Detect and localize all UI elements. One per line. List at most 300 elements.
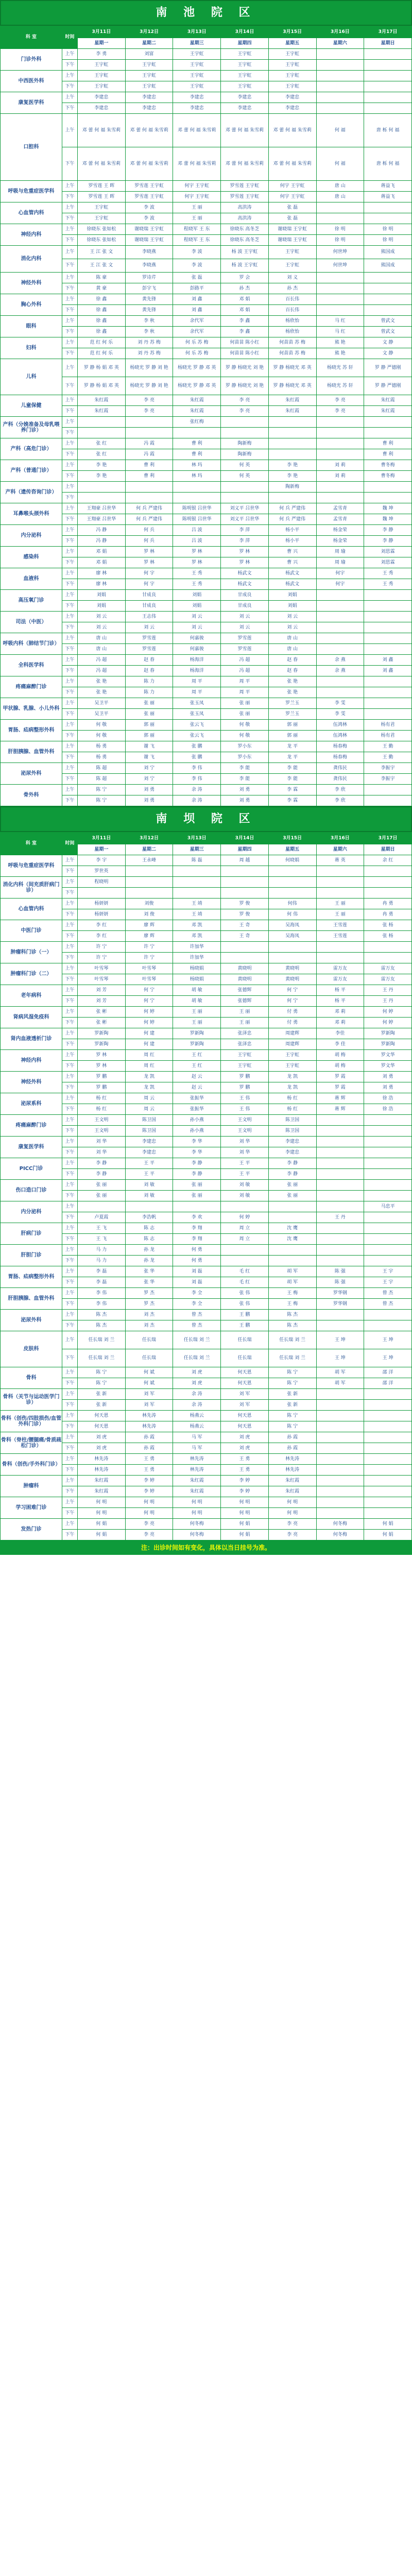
- table-row: [1, 1277, 412, 1288]
- doctor-cell: [364, 795, 412, 806]
- table-row: [1, 235, 412, 246]
- doctor-cell: [364, 71, 412, 81]
- doctor-cell: 冯 超: [221, 655, 269, 666]
- time-slot: 上午: [62, 1432, 78, 1443]
- doctor-cell: 罗 静 杨晓光 邓 英: [268, 359, 316, 377]
- doctor-cell: 张泽忠: [221, 1028, 269, 1039]
- doctor-cell: 李 亮: [221, 395, 269, 406]
- doctor-cell: 何 敬: [78, 731, 126, 741]
- doctor-cell: [316, 438, 364, 449]
- time-slot: 下午: [62, 774, 78, 785]
- doctor-cell: 刘 宁: [125, 774, 173, 785]
- doctor-cell: 杨小平: [268, 536, 316, 547]
- doctor-cell: 孟雪青: [316, 503, 364, 514]
- time-slot: 上午: [62, 1115, 78, 1126]
- department-name: 康复医学科: [1, 1137, 62, 1158]
- table-row: [1, 763, 412, 774]
- doctor-cell: [268, 428, 316, 438]
- table-row: [1, 1443, 412, 1454]
- doctor-cell: 何苗苗 苏 梅: [268, 348, 316, 359]
- table-row: [1, 698, 412, 709]
- doctor-cell: 杨妍妍: [78, 899, 126, 909]
- table-row: [1, 1299, 412, 1310]
- table-row: [1, 1367, 412, 1378]
- doctor-cell: 何天恩: [221, 1378, 269, 1389]
- doctor-cell: 何 建: [125, 1039, 173, 1050]
- doctor-cell: 罗新陶: [78, 1028, 126, 1039]
- doctor-cell: 吕 波: [173, 525, 221, 536]
- doctor-cell: 李建忠: [125, 92, 173, 103]
- department-name: 高压氧门诊: [1, 590, 62, 612]
- time-slot: 下午: [62, 1234, 78, 1245]
- doctor-cell: 刘 云: [221, 612, 269, 622]
- doctor-cell: 郭 丽: [268, 720, 316, 731]
- doctor-cell: 王 伟: [221, 1104, 269, 1115]
- time-slot: 下午: [62, 1082, 78, 1093]
- table-row: [1, 547, 412, 557]
- doctor-cell: [364, 1465, 412, 1476]
- department-name: 神经外科: [1, 1072, 62, 1093]
- doctor-cell: 许加华: [173, 942, 221, 953]
- table-row: [1, 666, 412, 676]
- doctor-cell: [316, 49, 364, 60]
- table-row: [1, 1256, 412, 1266]
- doctor-cell: 王 秀: [364, 579, 412, 590]
- doctor-cell: 吴卫平: [78, 709, 126, 720]
- doctor-cell: 郭 丽: [268, 731, 316, 741]
- time-slot: 下午: [62, 377, 78, 395]
- doctor-cell: 李 波: [173, 259, 221, 273]
- table-row: [1, 855, 412, 866]
- doctor-cell: 沈 鹰: [268, 1223, 316, 1234]
- table-row: [1, 49, 412, 60]
- doctor-cell: 刘 莉: [316, 471, 364, 482]
- doctor-cell: 何嘉骏: [173, 633, 221, 644]
- doctor-cell: 刘娟: [78, 601, 126, 612]
- doctor-cell: 谢晓瑞 王宇虹: [125, 224, 173, 235]
- doctor-cell: [268, 877, 316, 888]
- doctor-cell: 张 杨: [364, 920, 412, 931]
- doctor-cell: [268, 438, 316, 449]
- doctor-cell: [364, 953, 412, 963]
- doctor-cell: [316, 942, 364, 953]
- table-row: [1, 1234, 412, 1245]
- doctor-cell: 冉 勇: [364, 899, 412, 909]
- weekday-header: 星期一: [78, 38, 126, 49]
- doctor-cell: 徐 明: [364, 235, 412, 246]
- doctor-cell: 李振宇: [364, 763, 412, 774]
- department-name: 学习困难门诊: [1, 1497, 62, 1519]
- doctor-cell: 罗 林: [78, 1061, 126, 1072]
- doctor-cell: 林先涛: [78, 1465, 126, 1476]
- department-name: 伤口造口门诊: [1, 1180, 62, 1201]
- doctor-cell: 何宇: [316, 579, 364, 590]
- table-row: [1, 1497, 412, 1508]
- doctor-cell: 张 艳: [78, 687, 126, 698]
- doctor-cell: 李 鑫: [221, 327, 269, 337]
- doctor-cell: [268, 1201, 316, 1212]
- doctor-cell: 罗 林: [125, 557, 173, 568]
- doctor-cell: 何 明: [125, 1497, 173, 1508]
- doctor-cell: 李 婷: [125, 1476, 173, 1486]
- doctor-cell: 张红梅: [173, 417, 221, 428]
- doctor-cell: [268, 953, 316, 963]
- time-slot: 上午: [62, 633, 78, 644]
- doctor-cell: 许 宁: [78, 942, 126, 953]
- doctor-cell: 杨武文: [268, 568, 316, 579]
- doctor-cell: [364, 273, 412, 283]
- table-row: [1, 1245, 412, 1256]
- doctor-cell: 李 亮: [316, 395, 364, 406]
- time-slot: 上午: [62, 741, 78, 752]
- doctor-cell: 李 勇: [78, 49, 126, 60]
- doctor-cell: 李建忠: [173, 92, 221, 103]
- doctor-cell: [316, 1158, 364, 1169]
- table-row: [1, 1349, 412, 1367]
- doctor-cell: [364, 1212, 412, 1223]
- doctor-cell: 曾 杰: [173, 1310, 221, 1320]
- doctor-cell: 张 丽: [221, 698, 269, 709]
- doctor-cell: 周 红: [125, 1061, 173, 1072]
- doctor-cell: 罗新陶: [364, 1039, 412, 1050]
- table-row: [1, 192, 412, 202]
- doctor-cell: 胡 军: [268, 1266, 316, 1277]
- doctor-cell: [364, 709, 412, 720]
- doctor-cell: 王 坤: [364, 1349, 412, 1367]
- doctor-cell: 龚伟民: [316, 763, 364, 774]
- doctor-cell: 李 亮: [125, 1519, 173, 1530]
- doctor-cell: [268, 493, 316, 503]
- doctor-cell: 唐 山: [316, 192, 364, 202]
- doctor-cell: 王 丹: [364, 985, 412, 996]
- doctor-cell: 李 伟: [78, 1288, 126, 1299]
- doctor-cell: [364, 1454, 412, 1465]
- time-slot: 下午: [62, 687, 78, 698]
- table-row: [1, 406, 412, 417]
- time-slot: 上午: [62, 676, 78, 687]
- doctor-cell: 朱红霞: [268, 1476, 316, 1486]
- doctor-cell: 刘娟: [78, 590, 126, 601]
- doctor-cell: [316, 1497, 364, 1508]
- department-name: 胃肠、疝病整形外科: [1, 1266, 62, 1288]
- doctor-cell: 李 亮: [125, 1530, 173, 1540]
- doctor-cell: 余 涛: [173, 1400, 221, 1411]
- table-row: [1, 1061, 412, 1072]
- doctor-cell: 罗诗芹: [125, 273, 173, 283]
- doctor-cell: 任长瑞 刘 兰: [173, 1331, 221, 1349]
- doctor-cell: 朱红霞: [268, 395, 316, 406]
- doctor-cell: [316, 1234, 364, 1245]
- doctor-cell: [268, 1212, 316, 1223]
- doctor-cell: 邓 凯: [173, 931, 221, 942]
- nanba-table-body: [1, 855, 412, 1540]
- doctor-cell: [364, 1389, 412, 1400]
- doctor-cell: [316, 305, 364, 316]
- doctor-cell: 胡 敏: [173, 996, 221, 1007]
- doctor-cell: 李建忠: [221, 103, 269, 114]
- doctor-cell: 曾武文: [364, 316, 412, 327]
- doctor-cell: 张德辉: [221, 996, 269, 1007]
- doctor-cell: 刘 云: [268, 612, 316, 622]
- doctor-cell: 李 红: [78, 920, 126, 931]
- doctor-cell: [364, 1320, 412, 1331]
- doctor-cell: 何 英: [221, 471, 269, 482]
- weekday-header: 星期六: [316, 38, 364, 49]
- doctor-cell: 熊国成: [364, 246, 412, 259]
- doctor-cell: [364, 1126, 412, 1137]
- department-name: 肝病门诊: [1, 1223, 62, 1245]
- doctor-cell: 曹冬梅: [364, 471, 412, 482]
- doctor-cell: 余 涛: [173, 795, 221, 806]
- doctor-cell: 何 婷: [125, 1018, 173, 1028]
- doctor-cell: 王宇虹: [173, 81, 221, 92]
- doctor-cell: [316, 612, 364, 622]
- weekday-header: 星期日: [364, 38, 412, 49]
- doctor-cell: 廖 辉: [125, 931, 173, 942]
- department-name: 骨外科: [1, 785, 62, 806]
- doctor-cell: 王宇虹: [125, 81, 173, 92]
- doctor-cell: 刘 虎: [221, 1432, 269, 1443]
- doctor-cell: 林先涛: [125, 1421, 173, 1432]
- doctor-cell: 张 艳: [268, 676, 316, 687]
- doctor-cell: 何世坤: [316, 259, 364, 273]
- department-name: 肿瘤科门诊（一）: [1, 942, 62, 963]
- doctor-cell: 陈 宁: [268, 1421, 316, 1432]
- doctor-cell: 李 静: [78, 1169, 126, 1180]
- table-row: [1, 644, 412, 655]
- doctor-cell: 李晓燕: [125, 259, 173, 273]
- time-slot: 下午: [62, 192, 78, 202]
- time-slot: 上午: [62, 525, 78, 536]
- time-slot: 上午: [62, 1288, 78, 1299]
- table-row: [1, 103, 412, 114]
- doctor-cell: 孙 霞: [268, 1443, 316, 1454]
- doctor-cell: 王 飞: [78, 1223, 126, 1234]
- doctor-cell: 徐 鑫: [78, 294, 126, 305]
- doctor-cell: [268, 1256, 316, 1266]
- doctor-cell: 甘成良: [125, 590, 173, 601]
- doctor-cell: 余 红: [364, 855, 412, 866]
- date-header: 3月16日: [316, 26, 364, 38]
- doctor-cell: [364, 428, 412, 438]
- doctor-cell: 李 亮: [125, 406, 173, 417]
- department-name: 神经内科: [1, 224, 62, 246]
- department-name: PICC门诊: [1, 1158, 62, 1180]
- doctor-cell: 周建辉: [268, 1028, 316, 1039]
- doctor-cell: [364, 1476, 412, 1486]
- doctor-cell: 刘 云: [125, 622, 173, 633]
- doctor-cell: 何 娟: [221, 1519, 269, 1530]
- doctor-cell: 何 勇: [173, 1245, 221, 1256]
- doctor-cell: 孙 杰: [268, 283, 316, 294]
- department-name: 呼吸与危重症医学科: [1, 181, 62, 202]
- doctor-cell: 王宇虹: [173, 71, 221, 81]
- doctor-cell: 邓 蕾 何 福 朱雪莉: [173, 147, 221, 181]
- doctor-cell: 何苗苗 陈小红: [221, 348, 269, 359]
- weekday-header: 星期五: [268, 844, 316, 855]
- time-slot: 下午: [62, 1530, 78, 1540]
- table-row: [1, 1093, 412, 1104]
- table-row: [1, 1320, 412, 1331]
- time-slot: 下午: [62, 953, 78, 963]
- doctor-cell: 刘义平 吕世华: [221, 503, 269, 514]
- doctor-cell: 何 兵 严建伟: [125, 514, 173, 525]
- table-row: [1, 1104, 412, 1115]
- time-slot: 下午: [62, 1378, 78, 1389]
- table-row: [1, 1018, 412, 1028]
- doctor-cell: [78, 1201, 126, 1212]
- table-row: [1, 316, 412, 327]
- doctor-cell: [364, 1256, 412, 1266]
- table-row: [1, 557, 412, 568]
- doctor-cell: 罗小东: [221, 752, 269, 763]
- doctor-cell: 陈 宁: [268, 1411, 316, 1421]
- doctor-cell: 王宇虹: [125, 71, 173, 81]
- department-name: 肝胆胰腺、血管外科: [1, 741, 62, 763]
- doctor-cell: 罗 静 杨晓光 刘 艳: [221, 359, 269, 377]
- doctor-cell: 龙 凯: [125, 1072, 173, 1082]
- table-row: [1, 579, 412, 590]
- department-name: 骨科（脊柱/腰腿痛/骨质疏松门诊）: [1, 1432, 62, 1454]
- doctor-cell: 张 艳: [78, 676, 126, 687]
- doctor-cell: [316, 71, 364, 81]
- table-row: [1, 1378, 412, 1389]
- doctor-cell: 何冬梅: [173, 1530, 221, 1540]
- time-slot: 下午: [62, 866, 78, 877]
- doctor-cell: 郭 丽: [125, 731, 173, 741]
- doctor-cell: 陈 宁: [78, 1367, 126, 1378]
- doctor-cell: 何 斌: [125, 1378, 173, 1389]
- doctor-cell: 王 勇: [125, 1454, 173, 1465]
- doctor-cell: [316, 1126, 364, 1137]
- table-row: [1, 974, 412, 985]
- doctor-cell: [364, 1432, 412, 1443]
- doctor-cell: 王 红: [173, 1050, 221, 1061]
- time-slot: 下午: [62, 1256, 78, 1266]
- doctor-cell: 唐 山: [78, 644, 126, 655]
- doctor-cell: 徐晓东 高冬芝: [221, 224, 269, 235]
- doctor-cell: 李晓燕: [125, 246, 173, 259]
- table-row: [1, 1266, 412, 1277]
- doctor-cell: 刘 华: [221, 1137, 269, 1147]
- time-slot: 下午: [62, 493, 78, 503]
- doctor-cell: 张 丽: [221, 709, 269, 720]
- doctor-cell: 李 能: [268, 763, 316, 774]
- table-row: [1, 985, 412, 996]
- doctor-cell: 黄晓明: [268, 974, 316, 985]
- doctor-cell: [125, 493, 173, 503]
- doctor-cell: 李建忠: [125, 1147, 173, 1158]
- table-row: [1, 1212, 412, 1223]
- table-row: [1, 503, 412, 514]
- doctor-cell: 杨有君: [364, 731, 412, 741]
- doctor-cell: [173, 428, 221, 438]
- doctor-cell: 罗新陶: [173, 1039, 221, 1050]
- nanba-table-header: [1, 833, 412, 855]
- doctor-cell: 冉 勇: [364, 909, 412, 920]
- doctor-cell: 杨海洋: [173, 655, 221, 666]
- doctor-cell: 刘娟: [268, 601, 316, 612]
- time-slot: 下午: [62, 81, 78, 92]
- doctor-cell: 龙 平: [268, 741, 316, 752]
- doctor-cell: 陈 宁: [78, 795, 126, 806]
- table-row: [1, 1169, 412, 1180]
- doctor-cell: 刘 军: [221, 1400, 269, 1411]
- doctor-cell: 何 明: [221, 1497, 269, 1508]
- doctor-cell: 孙 龙: [125, 1245, 173, 1256]
- doctor-cell: 付 勇: [268, 1018, 316, 1028]
- doctor-cell: 孙 霞: [268, 1432, 316, 1443]
- doctor-cell: 刘 军: [221, 1389, 269, 1400]
- doctor-cell: 许 宁: [125, 953, 173, 963]
- time-slot: 下午: [62, 235, 78, 246]
- doctor-cell: 王宇虹: [221, 1050, 269, 1061]
- doctor-cell: [316, 92, 364, 103]
- doctor-cell: 王 勇: [125, 1465, 173, 1476]
- doctor-cell: 张云飞: [173, 720, 221, 731]
- time-slot: 下午: [62, 536, 78, 547]
- doctor-cell: 罗雪莲: [221, 633, 269, 644]
- weekday-header: 星期二: [125, 844, 173, 855]
- doctor-cell: [364, 1158, 412, 1169]
- doctor-cell: 王宇虹: [78, 202, 126, 213]
- doctor-cell: 刘娟: [268, 590, 316, 601]
- table-row: [1, 305, 412, 316]
- doctor-cell: [316, 1486, 364, 1497]
- table-row: [1, 963, 412, 974]
- doctor-cell: 甘成良: [125, 601, 173, 612]
- doctor-cell: 赵 春: [268, 666, 316, 676]
- doctor-cell: 罗 静 严德刚: [364, 377, 412, 395]
- doctor-cell: 孙 龙: [125, 1256, 173, 1266]
- doctor-cell: 刘 丹 苏 梅: [125, 337, 173, 348]
- doctor-cell: 龙 平: [268, 752, 316, 763]
- doctor-cell: [364, 1310, 412, 1320]
- doctor-cell: 李 欢: [173, 1212, 221, 1223]
- doctor-cell: 曹冬梅: [364, 460, 412, 471]
- doctor-cell: 蒋 辉: [316, 1093, 364, 1104]
- doctor-cell: [316, 1256, 364, 1266]
- time-slot: 上午: [62, 337, 78, 348]
- doctor-cell: [221, 888, 269, 899]
- doctor-cell: 王 靖: [173, 899, 221, 909]
- doctor-cell: 刘 鑫: [364, 666, 412, 676]
- doctor-cell: 何 明: [268, 1508, 316, 1519]
- doctor-cell: 叶雪琴: [78, 963, 126, 974]
- doctor-cell: 何 明: [268, 1497, 316, 1508]
- doctor-cell: [316, 81, 364, 92]
- table-row: [1, 1126, 412, 1137]
- doctor-cell: 李 磊: [78, 1277, 126, 1288]
- doctor-cell: 何冬梅: [316, 1519, 364, 1530]
- doctor-cell: 刘 华: [78, 1137, 126, 1147]
- date-header: 3月13日: [173, 26, 221, 38]
- doctor-cell: 何 勇: [173, 1256, 221, 1266]
- doctor-cell: 邓 莉: [316, 1007, 364, 1018]
- doctor-cell: 罗 林: [221, 547, 269, 557]
- doctor-cell: 王 坤: [364, 1331, 412, 1349]
- doctor-cell: 徐 浩: [364, 1093, 412, 1104]
- department-name: 口腔科: [1, 114, 62, 181]
- doctor-cell: 曾武文: [364, 327, 412, 337]
- time-slot: 下午: [62, 259, 78, 273]
- doctor-cell: 百长伟: [268, 294, 316, 305]
- doctor-cell: 王宇虹: [268, 81, 316, 92]
- doctor-cell: 罗 鹏: [221, 1072, 269, 1082]
- doctor-cell: [268, 888, 316, 899]
- doctor-cell: 刘 云: [268, 622, 316, 633]
- doctor-cell: 张 彬: [78, 1007, 126, 1018]
